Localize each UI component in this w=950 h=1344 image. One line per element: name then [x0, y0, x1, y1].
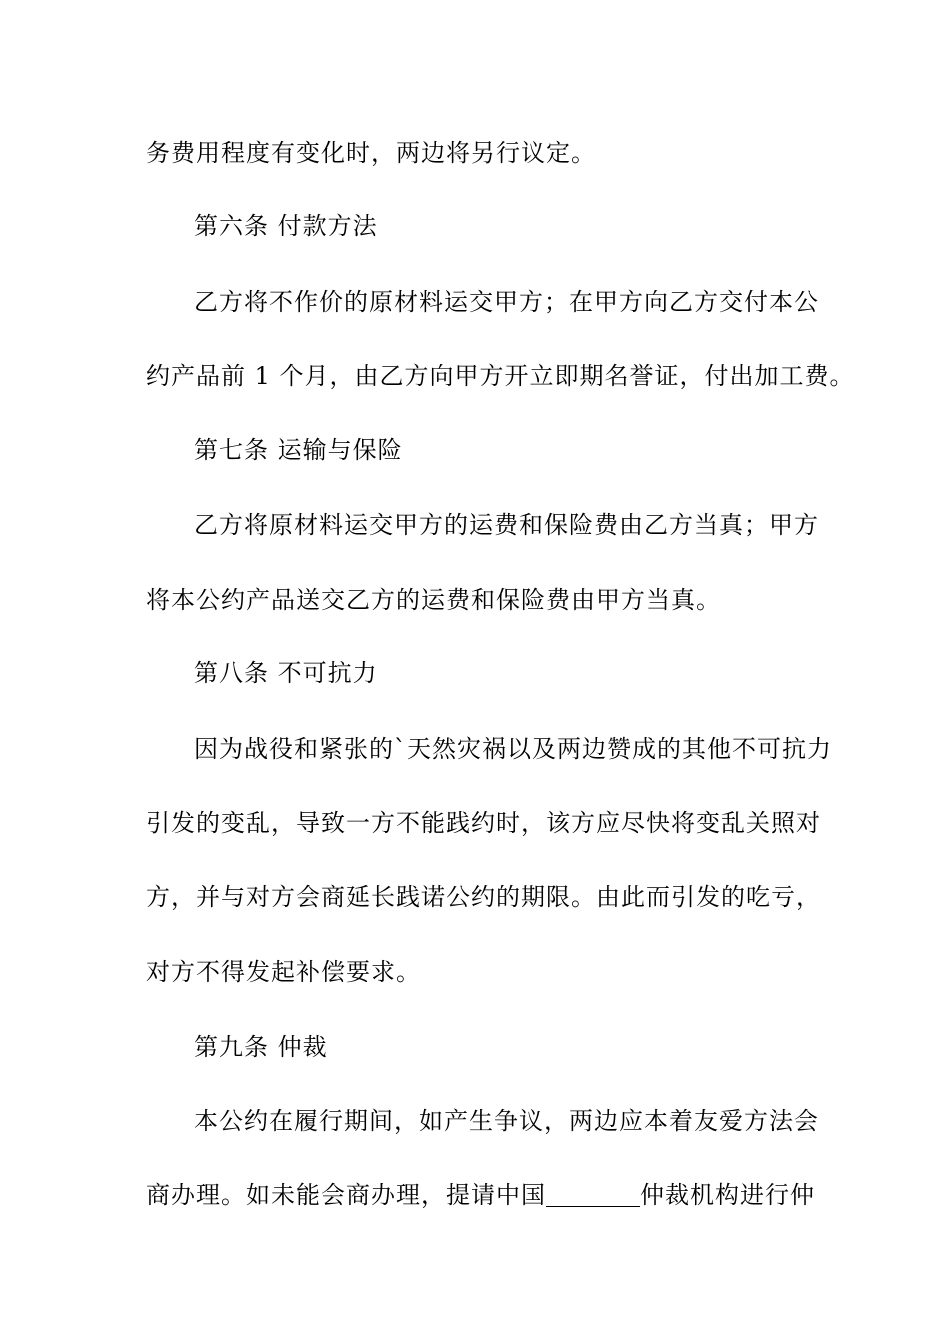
paragraph-line-with-blank: [146, 1180, 826, 1210]
paragraph-line: 方，并与对方会商延长践诺公约的期限。由此而引发的吃亏，: [146, 883, 821, 911]
fill-in-blank: [546, 1182, 640, 1207]
paragraph-line: 引发的变乱，导致一方不能践约时，该方应尽快将变乱关照对: [146, 809, 821, 837]
article-heading-8: 第八条 不可抗力: [194, 659, 378, 687]
article-heading-7: 第七条 运输与保险: [194, 436, 403, 464]
paragraph-line: 务费用程度有变化时，两边将另行议定。: [146, 139, 596, 167]
paragraph-line: 本公约在履行期间，如产生争议，两边应本着友爱方法会: [194, 1107, 819, 1135]
paragraph-line: 将本公约产品送交乙方的运费和保险费由甲方当真。: [146, 586, 721, 614]
article-heading-6: 第六条 付款方法: [194, 212, 378, 240]
line-text-after-blank: 仲裁机构进行仲: [640, 1181, 815, 1209]
paragraph-line: 对方不得发起补偿要求。: [146, 958, 421, 986]
article-heading-9: 第九条 仲裁: [194, 1033, 328, 1061]
paragraph-line: 乙方将不作价的原材料运交甲方；在甲方向乙方交付本公: [194, 288, 819, 316]
paragraph-line: 约产品前 1 个月，由乙方向甲方开立即期名誉证，付出加工费。: [146, 362, 855, 390]
paragraph-line: 因为战役和紧张的`天然灾祸以及两边赞成的其他不可抗力: [194, 735, 832, 763]
paragraph-line: 乙方将原材料运交甲方的运费和保险费由乙方当真；甲方: [194, 511, 819, 539]
line-text-before-blank: 商办理。如未能会商办理，提请中国: [146, 1181, 546, 1209]
